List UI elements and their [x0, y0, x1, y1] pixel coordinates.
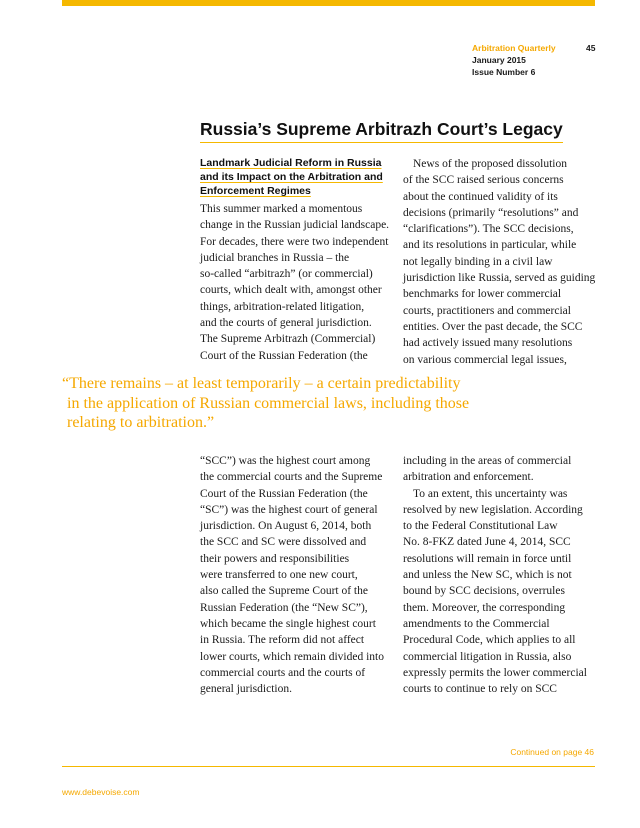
- text-line: the commercial courts and the Supreme: [200, 471, 383, 484]
- text-line: Russian Federation (the “New SC”),: [200, 601, 368, 614]
- text-line: resolutions will remain in force until: [403, 552, 572, 565]
- text-line: Court of the Russian Federation (the: [200, 349, 368, 362]
- text-line: commercial courts and the courts of: [200, 666, 366, 679]
- page-number: 45: [586, 43, 596, 53]
- continued-link[interactable]: Continued on page 46: [510, 747, 594, 757]
- footer-divider: [62, 766, 595, 767]
- text-line: were transferred to one new court,: [200, 569, 358, 582]
- publication-title: Arbitration Quarterly: [472, 43, 556, 53]
- text-line: Court of the Russian Federation (the: [200, 487, 368, 500]
- text-line: to the Federal Constitutional Law: [403, 520, 558, 533]
- article-title: Russia’s Supreme Arbitrazh Court’s Legacy: [200, 118, 563, 143]
- text-line: “clarifications”). The SCC decisions,: [403, 223, 574, 236]
- column-1-bottom: [200, 453, 390, 697]
- text-line: expressly permits the lower commercial: [403, 666, 587, 679]
- pull-quote-line: in the application of Russian commercial laws, including those: [67, 394, 470, 412]
- text-line: of the SCC raised serious concerns: [403, 174, 564, 187]
- text-line: so-called “arbitrazh” (or commercial): [200, 268, 373, 281]
- text-line: which became the single highest court: [200, 617, 376, 630]
- text-line: and the courts of general jurisdiction.: [200, 317, 372, 330]
- publication-date: January 2015: [472, 55, 526, 65]
- text-line: For decades, there were two independent: [200, 235, 389, 248]
- text-line: To an extent, this uncertainty was: [413, 487, 568, 500]
- text-line: “SCC”) was the highest court among: [200, 455, 371, 467]
- text-line: commercial litigation in Russia, also: [403, 650, 572, 663]
- column-2-bottom: [403, 453, 595, 697]
- text-line: No. 8-FKZ dated June 4, 2014, SCC: [403, 536, 571, 549]
- text-line: including in the areas of commercial: [403, 455, 572, 467]
- text-line: courts, which dealt with, amongst other: [200, 284, 382, 297]
- text-line: the SCC and SC were dissolved and: [200, 536, 367, 549]
- text-line: lower courts, which remain divided into: [200, 650, 384, 663]
- text-line: This summer marked a momentous: [200, 203, 363, 215]
- publication-info: [472, 42, 556, 78]
- text-line: general jurisdiction.: [200, 683, 292, 696]
- text-line: change in the Russian judicial landscape.: [200, 219, 390, 232]
- text-line: courts, practitioners and commercial: [403, 304, 571, 317]
- pull-quote-line: relating to arbitration.”: [67, 414, 215, 431]
- col1-top-paragraph: [200, 201, 390, 364]
- pull-quote-line: “There remains – at least temporarily – a certain predictability: [62, 375, 461, 392]
- text-line: News of the proposed dissolution: [413, 158, 567, 170]
- text-line: and its resolutions in particular, while: [403, 239, 577, 252]
- text-line: Procedural Code, which applies to all: [403, 634, 576, 647]
- text-line: resolved by new legislation. According: [403, 503, 583, 516]
- issue-number: Issue Number 6: [472, 67, 536, 77]
- text-line: their powers and responsibilities: [200, 552, 350, 565]
- text-line: entities. Over the past decade, the SCC: [403, 320, 583, 333]
- column-1-top: [200, 156, 390, 364]
- text-line: things, arbitration-related litigation,: [200, 300, 365, 313]
- text-line: also called the Supreme Court of the: [200, 585, 368, 598]
- text-line: on various commercial legal issues,: [403, 353, 567, 366]
- text-line: not legally binding in a civil law: [403, 255, 553, 268]
- text-line: benchmarks for lower commercial: [403, 288, 562, 301]
- column-2-top: [403, 156, 595, 368]
- text-line: The Supreme Arbitrazh (Commercial): [200, 333, 376, 346]
- pull-quote: [62, 374, 469, 433]
- text-line: judicial branches in Russia – the: [200, 251, 350, 264]
- article-subhead: Landmark Judicial Reform in Russia and its Impact on the Arbitration and Enforcement Regimes: [200, 157, 383, 197]
- text-line: about the continued validity of its: [403, 190, 558, 203]
- text-line: and unless the New SC, which is not: [403, 569, 572, 582]
- text-line: amendments to the Commercial: [403, 617, 550, 630]
- text-line: in Russia. The reform did not affect: [200, 634, 365, 647]
- text-line: courts to continue to rely on SCC: [403, 683, 557, 696]
- text-line: “SC”) was the highest court of general: [200, 503, 378, 516]
- text-line: them. Moreover, the corresponding: [403, 601, 566, 614]
- top-accent-bar: [62, 0, 595, 6]
- text-line: had actively issued many resolutions: [403, 337, 573, 350]
- text-line: decisions (primarily “resolutions” and: [403, 206, 579, 219]
- footer-url-link[interactable]: www.debevoise.com: [62, 787, 140, 797]
- text-line: jurisdiction like Russia, served as guiding: [403, 272, 596, 285]
- text-line: bound by SCC decisions, overrules: [403, 585, 565, 598]
- text-line: jurisdiction. On August 6, 2014, both: [200, 520, 372, 533]
- text-line: arbitration and enforcement.: [403, 471, 534, 484]
